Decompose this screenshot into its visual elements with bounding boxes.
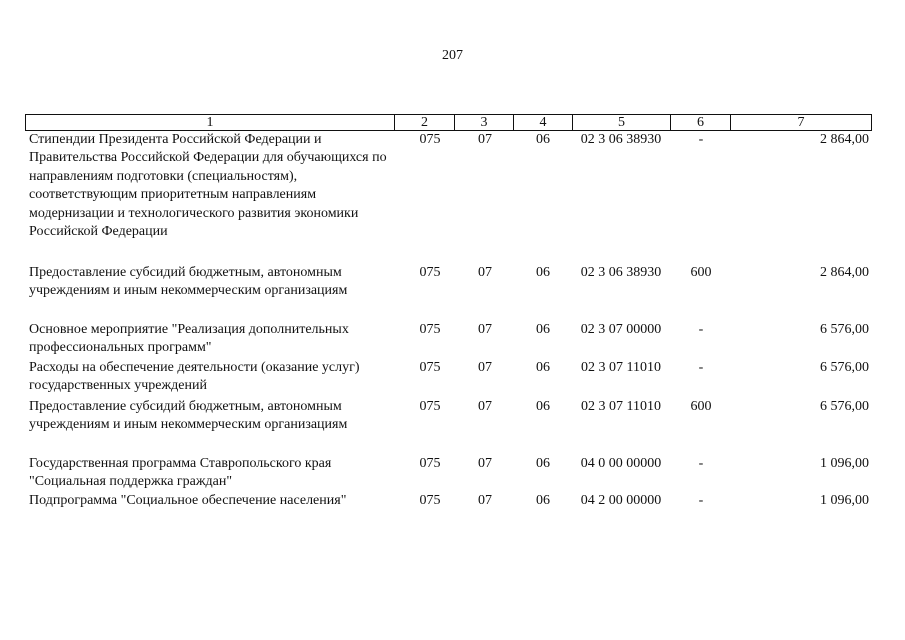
row-col-2: 075 [419,322,441,337]
row-col-3: 07 [478,456,492,471]
row-col-3: 07 [478,493,492,508]
row-col-2: 075 [419,399,441,414]
row-col-5: 02 3 06 38930 [580,132,662,147]
row-col-7: 6 576,00 [820,360,869,375]
row-col-4: 06 [536,132,550,147]
row-col-5: 02 3 07 11010 [581,360,661,375]
row-col-2: 075 [419,493,441,508]
row-col-5: 04 0 00 00000 [580,456,662,471]
row-col-6: 600 [690,265,712,280]
table-header-row [25,114,872,131]
row-col-2: 075 [419,132,441,147]
header-col-4: 4 [514,115,573,130]
header-col-2: 2 [395,115,455,130]
header-col-6: 6 [671,115,731,130]
row-name: Стипендии Президента Российской Федерации и Правительства Российской Федерации для обучающихся по направлениям подготовки (специальностям), соответствующим приоритетным направлениям модернизации и технологического развития экономики Российской Федерации [29,132,387,240]
header-col-1: 1 [26,115,395,130]
row-col-5: 02 3 06 38930 [580,265,662,280]
row-col-2: 075 [419,360,441,375]
row-col-6: 600 [690,399,712,414]
row-col-7: 1 096,00 [820,493,869,508]
row-col-6: - [698,132,704,147]
row-col-3: 07 [478,132,492,147]
row-col-3: 07 [478,399,492,414]
row-col-7: 6 576,00 [820,322,869,337]
row-col-4: 06 [536,399,550,414]
row-col-6: - [698,493,704,508]
row-col-3: 07 [478,360,492,375]
header-col-5: 5 [573,115,671,130]
row-name: Основное мероприятие "Реализация дополнительных профессиональных программ" [29,322,349,356]
page-number: 207 [442,48,463,63]
row-col-3: 07 [478,265,492,280]
row-col-6: - [698,456,704,471]
row-col-4: 06 [536,493,550,508]
row-col-5: 04 2 00 00000 [580,493,662,508]
header-col-7: 7 [797,115,805,130]
row-name: Подпрограмма "Социальное обеспечение населения" [29,493,347,508]
row-col-2: 075 [419,265,441,280]
row-col-4: 06 [536,456,550,471]
row-col-7: 2 864,00 [820,132,869,147]
row-name: Предоставление субсидий бюджетным, автономным учреждениям и иным некоммерческим организациям [29,399,348,433]
row-col-7: 1 096,00 [820,456,869,471]
row-col-7: 2 864,00 [820,265,869,280]
row-name: Государственная программа Ставропольского края "Социальная поддержка граждан" [29,456,332,490]
row-col-7: 6 576,00 [820,399,869,414]
header-col-3: 3 [455,115,514,130]
row-name: Предоставление субсидий бюджетным, автономным учреждениям и иным некоммерческим организациям [29,265,348,299]
row-name: Расходы на обеспечение деятельности (оказание услуг) государственных учреждений [29,360,360,394]
row-col-4: 06 [536,322,550,337]
row-col-6: - [698,322,704,337]
row-col-6: - [698,360,704,375]
row-col-3: 07 [478,322,492,337]
row-col-4: 06 [536,360,550,375]
row-col-5: 02 3 07 00000 [580,322,662,337]
row-col-5: 02 3 07 11010 [581,399,661,414]
row-col-2: 075 [419,456,441,471]
row-col-4: 06 [536,265,550,280]
